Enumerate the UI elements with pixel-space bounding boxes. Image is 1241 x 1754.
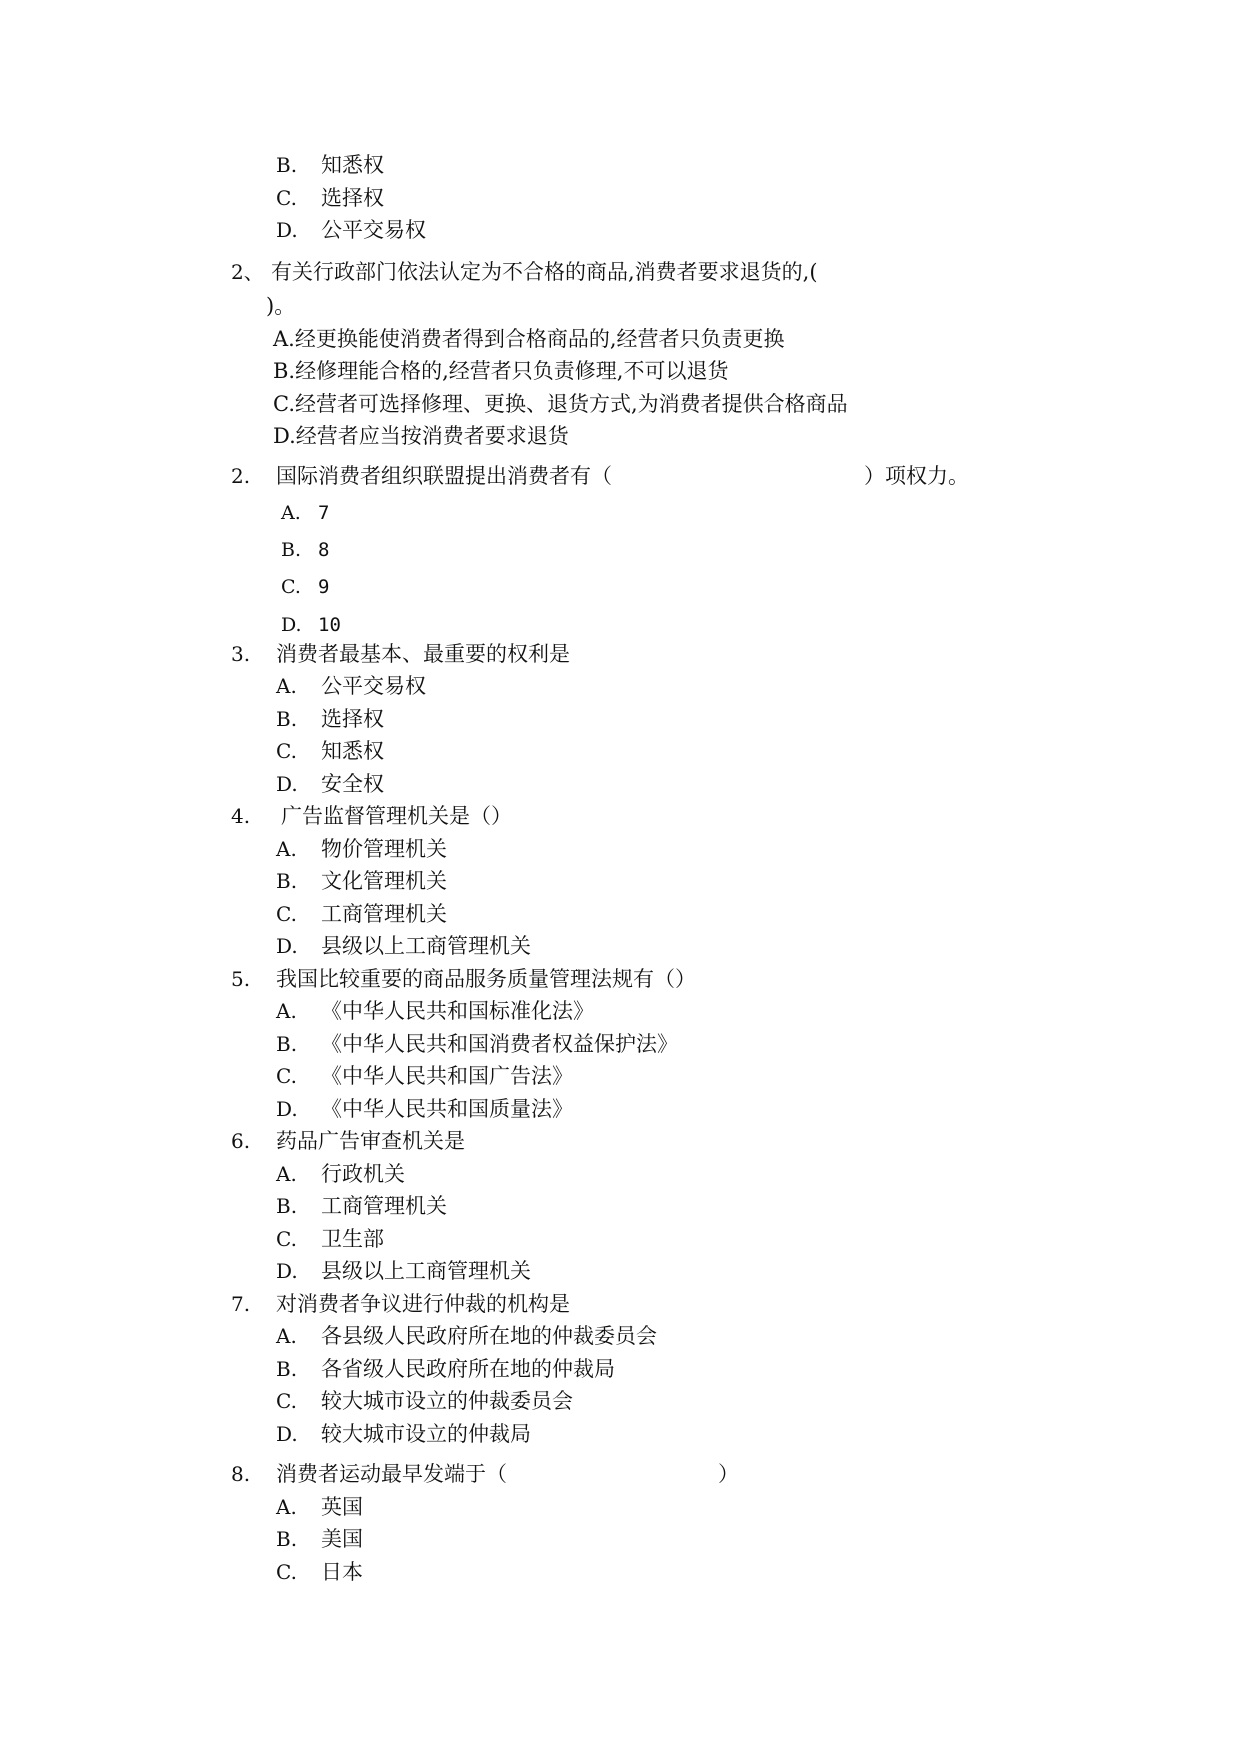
question-number: 3. (231, 642, 251, 666)
option-text: 物价管理机关 (321, 837, 447, 861)
option-letter: A. (276, 1162, 297, 1186)
option-text: 7 (318, 502, 330, 524)
question-text: 药品广告审查机关是 (276, 1129, 465, 1153)
option-text: 公平交易权 (321, 218, 426, 242)
option-letter: D. (276, 934, 298, 958)
question-text: 国际消费者组织联盟提出消费者有（ (276, 464, 612, 488)
question-number: 4. (231, 804, 251, 828)
option-letter: D. (276, 1259, 298, 1283)
option-letter: C. (276, 902, 297, 926)
option-letter: B. (276, 1357, 298, 1381)
option-text: A.经更换能使消费者得到合格商品的,经营者只负责更换 (273, 327, 785, 351)
option-text: 《中华人民共和国标准化法》 (321, 999, 594, 1023)
option-text: 各县级人民政府所在地的仲裁委员会 (321, 1324, 657, 1348)
option-letter: D. (281, 614, 302, 636)
option-letter: D. (276, 1422, 298, 1446)
option-letter: A. (281, 502, 301, 524)
question-number: 2、 (231, 260, 264, 284)
option-letter: A. (276, 999, 297, 1023)
option-text: D.经营者应当按消费者要求退货 (273, 424, 569, 448)
question-number: 8. (231, 1462, 251, 1486)
option-letter: D. (276, 218, 298, 242)
option-text: 8 (318, 539, 330, 561)
option-letter: A. (276, 1495, 297, 1519)
option-letter: B. (281, 539, 302, 561)
option-text: 选择权 (321, 186, 384, 210)
option-text: 知悉权 (321, 153, 384, 177)
option-text: 《中华人民共和国广告法》 (321, 1064, 573, 1088)
option-text: 美国 (321, 1527, 363, 1551)
option-text: 工商管理机关 (321, 1194, 447, 1218)
option-letter: C. (276, 1389, 297, 1413)
option-text: 安全权 (321, 772, 384, 796)
option-text: 公平交易权 (321, 674, 426, 698)
question-number: 2. (231, 464, 251, 488)
option-text: 县级以上工商管理机关 (321, 934, 531, 958)
option-text: 工商管理机关 (321, 902, 447, 926)
question-number: 5. (231, 967, 251, 991)
option-text: 《中华人民共和国质量法》 (321, 1097, 573, 1121)
option-letter: B. (276, 1527, 298, 1551)
option-letter: C. (276, 1560, 297, 1584)
option-text: B.经修理能合格的,经营者只负责修理,不可以退货 (273, 359, 729, 383)
question-text: 消费者最基本、最重要的权利是 (276, 642, 570, 666)
question-text-end: ） (718, 1462, 739, 1486)
option-letter: B. (276, 1032, 298, 1056)
option-letter: B. (276, 1194, 298, 1218)
option-letter: B. (276, 707, 298, 731)
option-text: 行政机关 (321, 1162, 405, 1186)
option-text: 县级以上工商管理机关 (321, 1259, 531, 1283)
option-letter: A. (276, 674, 297, 698)
question-number: 6. (231, 1129, 251, 1153)
option-text: 选择权 (321, 707, 384, 731)
question-text: 消费者运动最早发端于（ (276, 1462, 507, 1486)
option-text: 较大城市设立的仲裁委员会 (321, 1389, 573, 1413)
question-text: 广告监督管理机关是（） (281, 804, 512, 828)
option-text: 文化管理机关 (321, 869, 447, 893)
option-text: 日本 (321, 1560, 363, 1584)
option-letter: C. (281, 576, 301, 598)
option-text: 《中华人民共和国消费者权益保护法》 (321, 1032, 678, 1056)
option-letter: C. (276, 739, 297, 763)
question-text-cont: )。 (266, 294, 296, 318)
option-text: 知悉权 (321, 739, 384, 763)
option-text: 9 (318, 576, 330, 598)
option-text: 10 (318, 614, 341, 636)
option-letter: C. (276, 1227, 297, 1251)
option-letter: B. (276, 869, 298, 893)
option-letter: D. (276, 772, 298, 796)
question-text-end: ）项权力。 (864, 464, 969, 488)
option-text: 英国 (321, 1495, 363, 1519)
question-number: 7. (231, 1292, 251, 1316)
option-text: 各省级人民政府所在地的仲裁局 (321, 1357, 615, 1381)
option-letter: A. (276, 837, 297, 861)
option-letter: C. (276, 186, 297, 210)
option-text: 卫生部 (321, 1227, 384, 1251)
option-text: C.经营者可选择修理、更换、退货方式,为消费者提供合格商品 (273, 392, 848, 416)
option-letter: C. (276, 1064, 297, 1088)
option-letter: A. (276, 1324, 297, 1348)
option-letter: B. (276, 153, 298, 177)
option-text: 较大城市设立的仲裁局 (321, 1422, 531, 1446)
question-text: 有关行政部门依法认定为不合格的商品,消费者要求退货的,( (271, 260, 818, 284)
question-text: 我国比较重要的商品服务质量管理法规有（） (276, 967, 696, 991)
option-letter: D. (276, 1097, 298, 1121)
question-text: 对消费者争议进行仲裁的机构是 (276, 1292, 570, 1316)
